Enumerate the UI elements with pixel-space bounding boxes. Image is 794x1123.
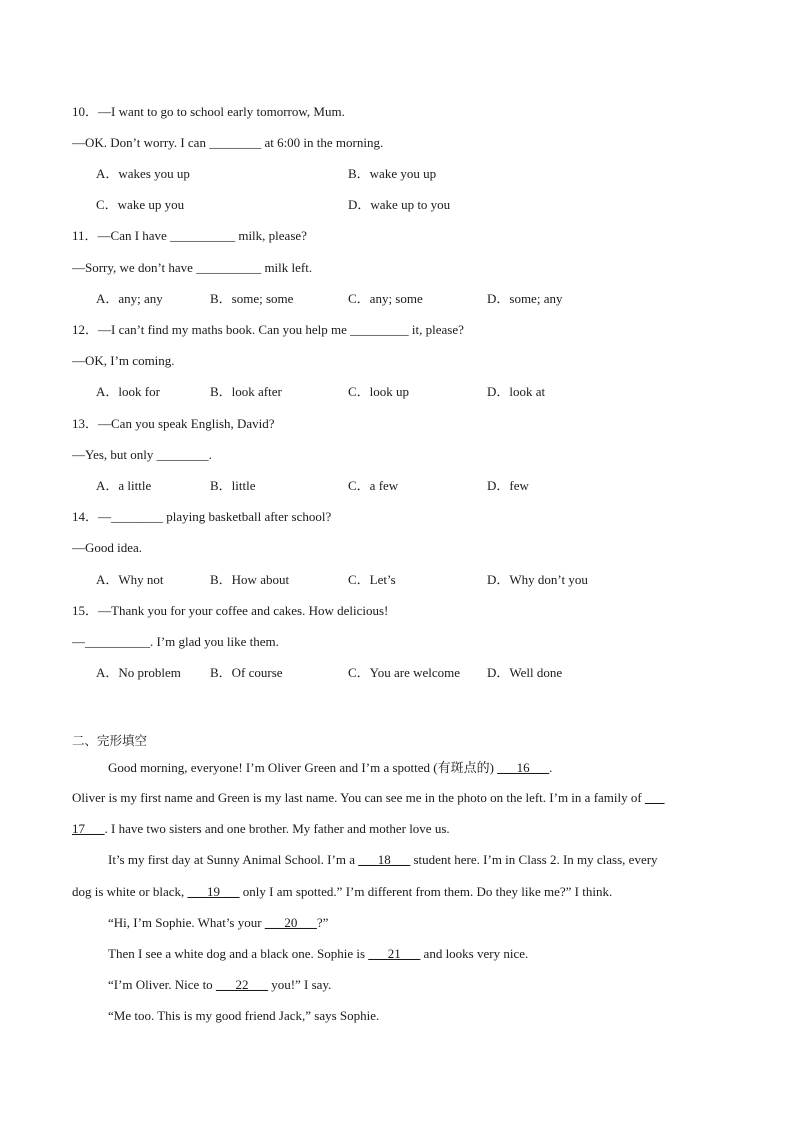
cloze-text: dog is white or black,	[72, 884, 188, 899]
cloze-paragraph-line	[108, 760, 552, 776]
question-15-option-b: B．Of course	[210, 665, 283, 680]
cloze-text: Good morning, everyone! I’m Oliver Green and I’m a spotted (有斑点的)	[108, 760, 498, 775]
cloze-blank-19: ___19___	[187, 884, 240, 899]
question-11-option-b: B．some; some	[210, 291, 294, 306]
question-11-option-c: C．any; some	[348, 291, 423, 306]
question-13-option-a: A．a little	[96, 478, 152, 493]
cloze-text: ?”	[316, 915, 329, 930]
question-10-option-a: A．wakes you up	[96, 166, 190, 181]
section-heading-cloze: 二、完形填空	[72, 733, 148, 748]
cloze-blank-20: ___20___	[264, 915, 317, 930]
question-14-option-a: A．Why not	[96, 572, 164, 587]
cloze-text: “Hi, I’m Sophie. What’s your	[108, 915, 265, 930]
cloze-blank-16: ___16___	[497, 760, 550, 775]
question-15-line-2: —__________. I’m glad you like them.	[72, 634, 279, 649]
cloze-paragraph-line	[108, 946, 528, 962]
question-14-line-1: 14．—________ playing basketball after school?	[72, 509, 332, 524]
question-15-option-a: A．No problem	[96, 665, 181, 680]
cloze-text: and looks very nice.	[420, 946, 529, 961]
cloze-paragraph-line	[72, 884, 612, 900]
question-10-line-2: —OK. Don’t worry. I can ________ at 6:00 in the morning.	[72, 135, 384, 150]
cloze-text: It’s my first day at Sunny Animal School. I’m a	[108, 852, 359, 867]
question-10-option-b: B．wake you up	[348, 166, 437, 181]
question-12-option-d: D．look at	[487, 384, 546, 399]
cloze-text: “Me too. This is my good friend Jack,” says Sophie.	[108, 1008, 380, 1023]
question-11-line-2: —Sorry, we don’t have __________ milk left.	[72, 260, 313, 275]
cloze-text: student here. I’m in Class 2. In my class, every	[410, 852, 658, 867]
cloze-paragraph-line	[108, 977, 331, 993]
question-13-option-d: D．few	[487, 478, 529, 493]
cloze-blank-17-start: ___	[644, 790, 665, 805]
question-11-option-a: A．any; any	[96, 291, 163, 306]
cloze-text: “I’m Oliver. Nice to	[108, 977, 216, 992]
question-14-option-d: D．Why don’t you	[487, 572, 588, 587]
question-12-option-b: B．look after	[210, 384, 282, 399]
question-11-option-d: D．some; any	[487, 291, 563, 306]
cloze-text: you!” I say.	[267, 977, 332, 992]
question-12-option-a: A．look for	[96, 384, 160, 399]
cloze-text: Then I see a white dog and a black one. Sophie is	[108, 946, 369, 961]
question-14-option-c: C．Let’s	[348, 572, 396, 587]
question-15-option-c: C．You are welcome	[348, 665, 461, 680]
question-10-option-d: D．wake up to you	[348, 197, 451, 212]
cloze-blank-17-end: 17___	[72, 821, 105, 836]
question-13-option-b: B．little	[210, 478, 256, 493]
cloze-blank-21: ___21___	[368, 946, 421, 961]
question-13-line-2: —Yes, but only ________.	[72, 447, 212, 462]
question-10-option-c: C．wake up you	[96, 197, 185, 212]
question-12-line-1: 12．—I can’t find my maths book. Can you help me _________ it, please?	[72, 322, 464, 337]
question-13-line-1: 13．—Can you speak English, David?	[72, 416, 275, 431]
cloze-text: .	[549, 760, 553, 775]
cloze-text: only I am spotted.” I’m different from them. Do they like me?” I think.	[239, 884, 613, 899]
cloze-paragraph-line	[108, 852, 658, 868]
cloze-paragraph-line	[108, 915, 328, 931]
cloze-blank-22: ___22___	[215, 977, 268, 992]
question-12-line-2: —OK, I’m coming.	[72, 353, 175, 368]
cloze-paragraph-line	[108, 1008, 379, 1024]
cloze-text: . I have two sisters and one brother. My father and mother love us.	[104, 821, 450, 836]
cloze-paragraph-line	[72, 821, 450, 837]
question-10-line-1: 10．—I want to go to school early tomorrow, Mum.	[72, 104, 345, 119]
cloze-text: Oliver is my first name and Green is my last name. You can see me in the photo on the left. I’m in a family of	[72, 790, 645, 805]
question-15-line-1: 15．—Thank you for your coffee and cakes. How delicious!	[72, 603, 389, 618]
cloze-blank-18: ___18___	[358, 852, 411, 867]
question-14-line-2: —Good idea.	[72, 540, 143, 555]
question-11-line-1: 11．—Can I have __________ milk, please?	[72, 228, 307, 243]
question-15-option-d: D．Well done	[487, 665, 563, 680]
question-14-option-b: B．How about	[210, 572, 290, 587]
question-12-option-c: C．look up	[348, 384, 410, 399]
cloze-paragraph-line	[72, 790, 664, 806]
question-13-option-c: C．a few	[348, 478, 399, 493]
